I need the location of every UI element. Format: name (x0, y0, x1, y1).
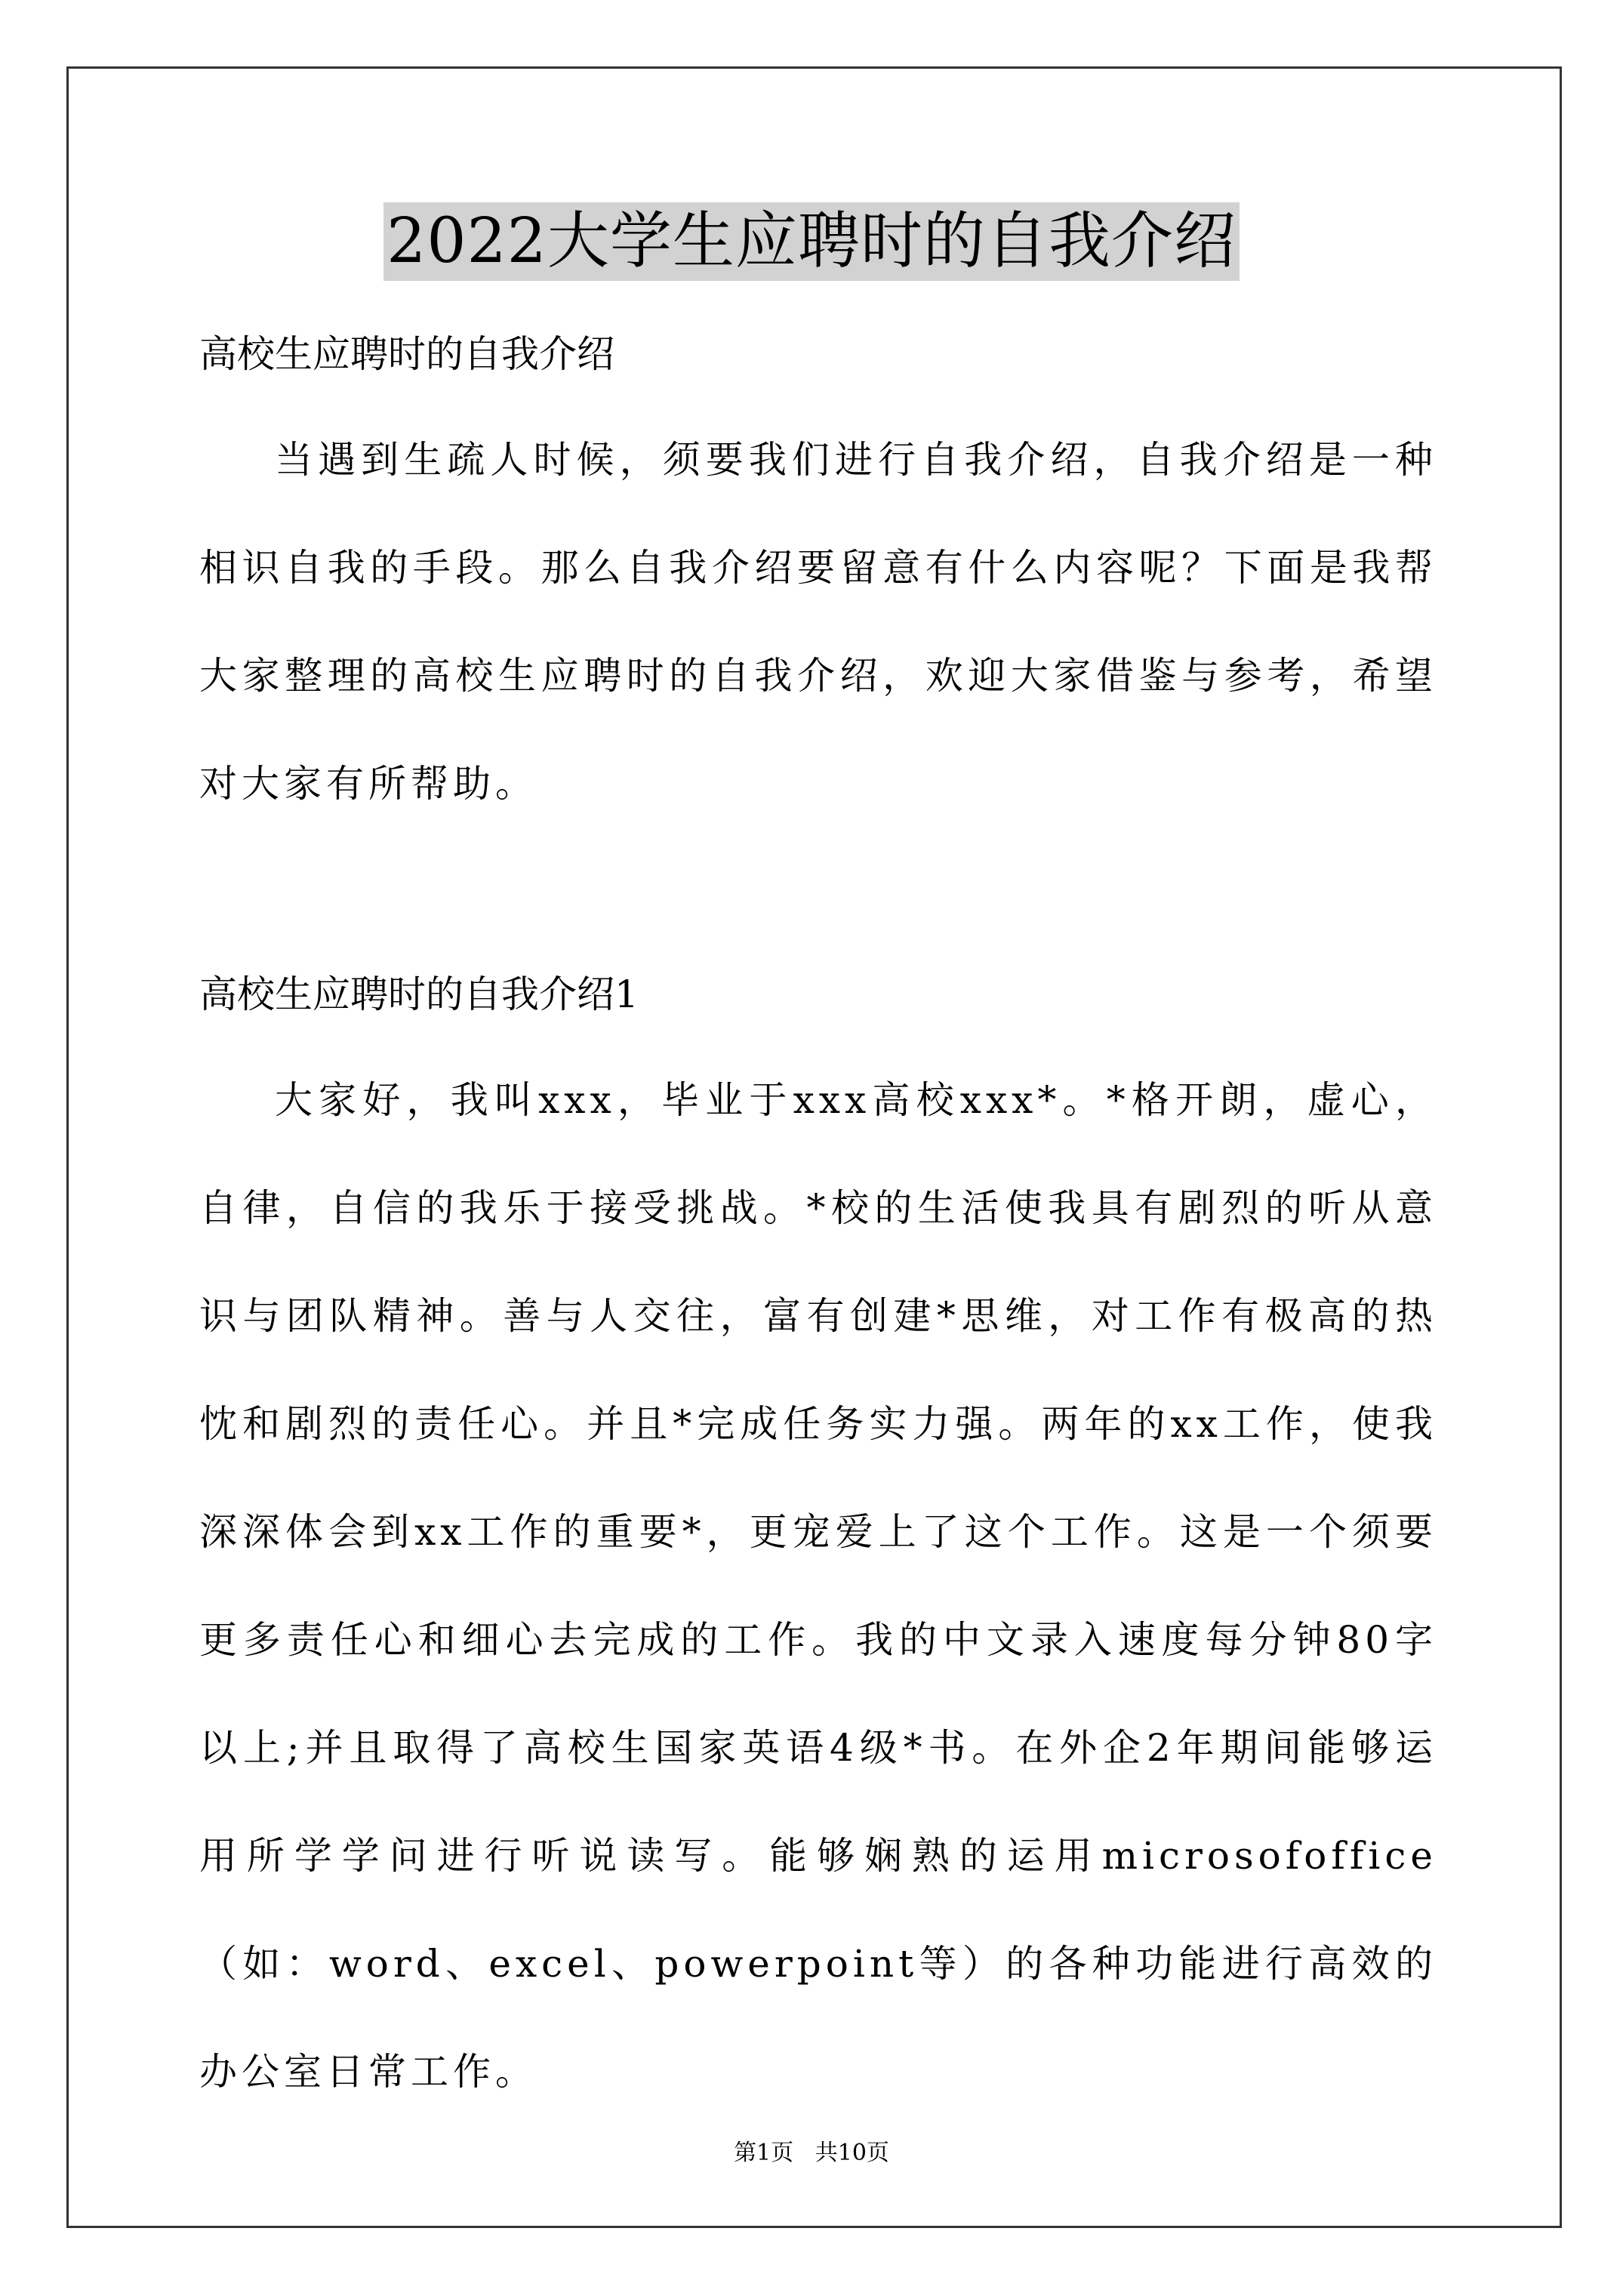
document-title-container (0, 202, 1623, 281)
section1-heading: 高校生应聘时的自我介绍1 (199, 972, 639, 1016)
page-footer: 第1页 共10页 (734, 2140, 889, 2166)
document-body (199, 302, 1437, 2126)
intro-paragraph: 当遇到生疏人时候，须要我们进行自我介绍，自我介绍是一种相识自我的手段。那么自我介绍要留意有什么内容呢？下面是我帮大家整理的高校生应聘时的自我介绍，欢迎大家借鉴与参考，希望对大家有所帮助。 (199, 438, 1437, 806)
intro-heading: 高校生应聘时的自我介绍 (199, 332, 614, 376)
section-spacer (199, 838, 1437, 942)
section1-paragraph: 大家好，我叫xxx，毕业于xxx高校xxx*。*格开朗，虚心，自律，自信的我乐于接受挑战。*校的生活使我具有剧烈的听从意识与团队精神。善与人交往，富有创建*思维，对工作有极高的热忱和剧烈的责任心。并且*完成任务实力强。两年的xx工作，使我深深体会到xx工作的重要*，更宠爱上了这个工作。这是一个须要更多责任心和细心去完成的工作。我的中文录入速度每分钟80字以上;并且取得了高校生国家英语4级*书。在外企2年期间能够运用所学学问进行听说读写。能够娴熟的运用microsofoffice（如：word、excel、powerpoint等）的各种功能进行高效的办公室日常工作。 (199, 1078, 1437, 2094)
document-title: 2022大学生应聘时的自我介绍 (383, 202, 1240, 281)
